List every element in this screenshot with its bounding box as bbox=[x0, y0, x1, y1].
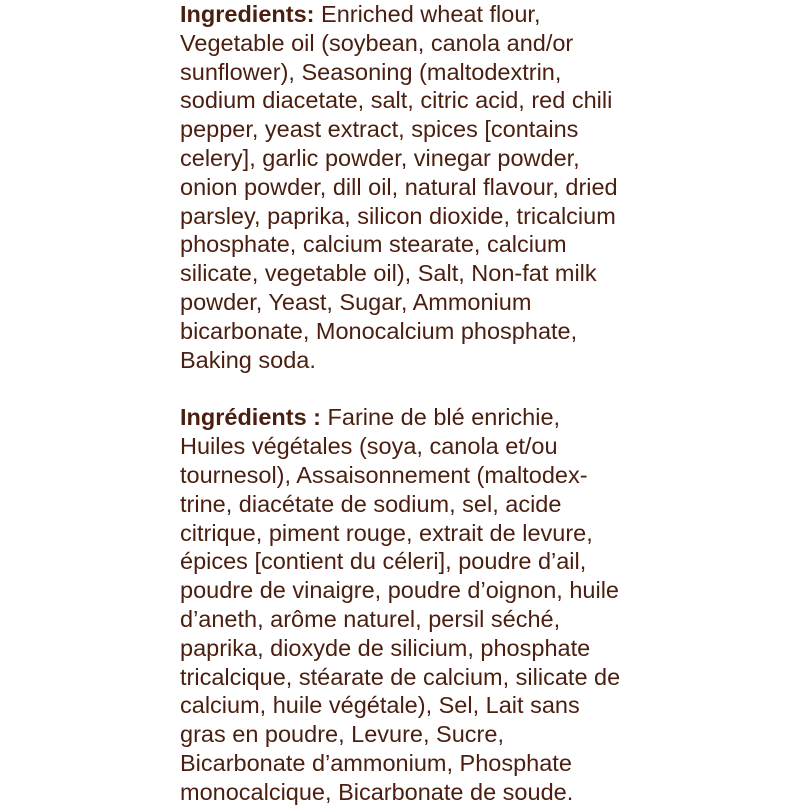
ingredients-line: citrique, piment rouge, extrait de levure, bbox=[180, 519, 593, 546]
ingredients-line bbox=[180, 403, 700, 432]
ingredients-heading-english: Ingredients: bbox=[180, 1, 315, 27]
ingredients-text: Enriched wheat flour, bbox=[314, 1, 541, 27]
ingredients-line: Bicarbonate d’ammonium, Phosphate bbox=[180, 749, 572, 776]
ingredients-line: onion powder, dill oil, natural flavour, dried bbox=[180, 173, 618, 200]
ingredients-line: gras en poudre, Levure, Sucre, bbox=[180, 721, 504, 748]
ingredients-line: sodium diacetate, salt, citric acid, red chili bbox=[180, 87, 613, 114]
ingredients-french bbox=[180, 403, 700, 806]
ingredients-line: celery], garlic powder, vinegar powder, bbox=[180, 144, 580, 171]
ingredients-line: paprika, dioxyde de silicium, phosphate bbox=[180, 634, 591, 661]
ingredients-line: bicarbonate, Monocalcium phosphate, bbox=[180, 317, 578, 344]
ingredients-panel bbox=[180, 0, 700, 807]
ingredients-line: parsley, paprika, silicon dioxide, tricalcium bbox=[180, 202, 616, 229]
ingredients-line: Huiles végétales (soya, canola et/ou bbox=[180, 433, 558, 460]
ingredients-line bbox=[180, 0, 700, 29]
ingredients-line: calcium, huile végétale), Sel, Lait sans bbox=[180, 692, 580, 719]
ingredients-text: Farine de blé enrichie, bbox=[321, 404, 561, 431]
ingredients-english bbox=[180, 0, 700, 374]
ingredients-line: silicate, vegetable oil), Salt, Non-fat milk bbox=[180, 260, 597, 287]
ingredients-line: pepper, yeast extract, spices [contains bbox=[180, 116, 579, 143]
ingredients-line: épices [contient du céleri], poudre d’ail, bbox=[180, 548, 587, 575]
ingredients-line: poudre de vinaigre, poudre d’oignon, huile bbox=[180, 577, 619, 604]
ingredients-line: Vegetable oil (soybean, canola and/or bbox=[180, 29, 574, 56]
ingredients-line: d’aneth, arôme naturel, persil séché, bbox=[180, 605, 561, 632]
ingredients-line: monocalcique, Bicarbonate de soude. bbox=[180, 778, 574, 805]
ingredients-line: sunflower), Seasoning (maltodextrin, bbox=[180, 58, 562, 85]
ingredients-line: powder, Yeast, Sugar, Ammonium bbox=[180, 288, 532, 315]
ingredients-heading-french: Ingrédients : bbox=[180, 404, 322, 431]
ingredients-line: phosphate, calcium stearate, calcium bbox=[180, 231, 567, 258]
ingredients-line: Baking soda. bbox=[180, 346, 316, 373]
ingredients-line: tournesol), Assaisonnement (maltodex- bbox=[180, 461, 588, 488]
ingredients-line: tricalcique, stéarate de calcium, silicate de bbox=[180, 663, 621, 690]
ingredients-line: trine, diacétate de sodium, sel, acide bbox=[180, 490, 562, 517]
